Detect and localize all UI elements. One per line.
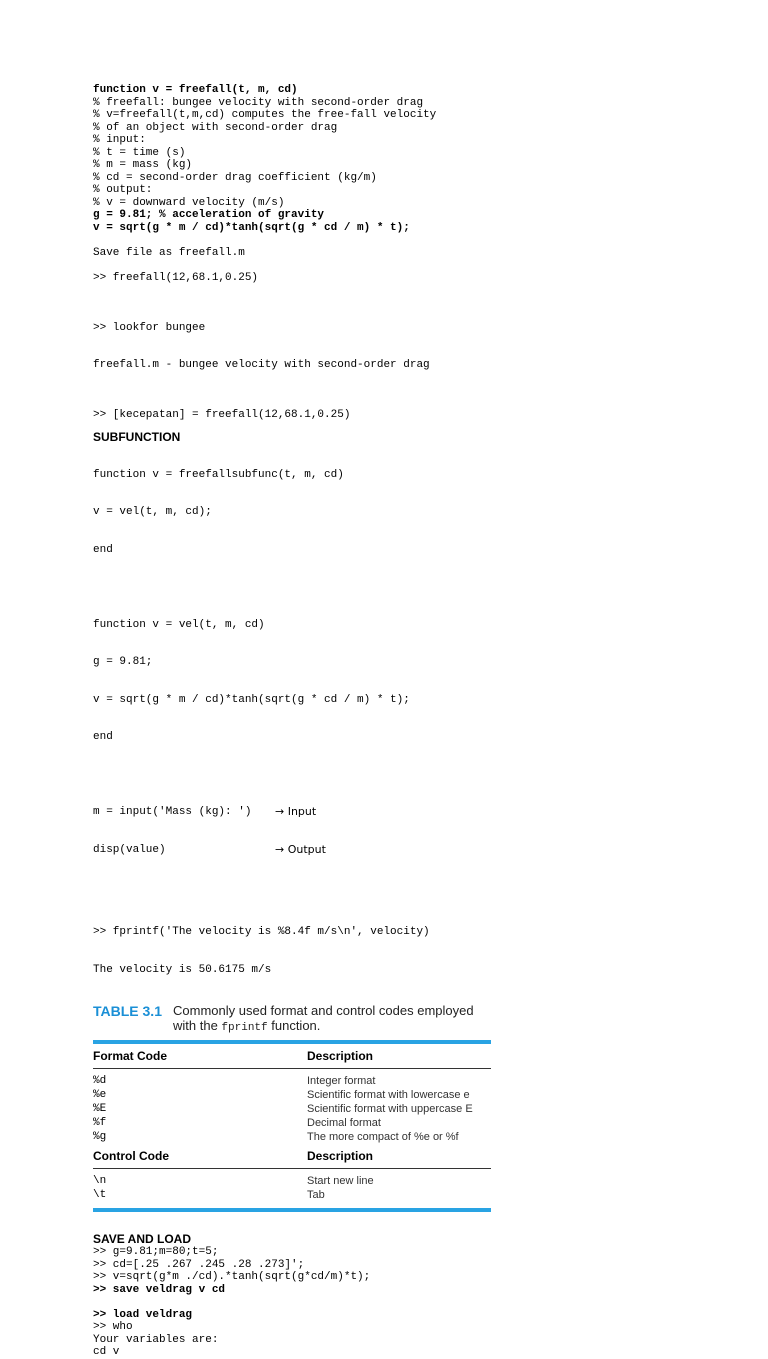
control-code-header: Control Code [93, 1149, 169, 1163]
code-line: function v = vel(t, m, cd) [93, 618, 265, 631]
save-code-block [93, 1246, 733, 1296]
save-load-heading: SAVE AND LOAD [93, 1232, 192, 1246]
control-rows [93, 1174, 491, 1202]
subfunction-block-vel [93, 594, 733, 769]
code-line: % m = mass (kg) [93, 159, 193, 171]
io-note: → Output [275, 842, 326, 856]
code-line: >> save veldrag v cd [93, 1283, 226, 1296]
code-cell: \t [93, 1189, 107, 1201]
code-line: v = sqrt(g * m / cd)*tanh(sqrt(g * cd / m) * t); [93, 693, 410, 706]
io-code: disp(value) [93, 843, 166, 856]
table-row [93, 1116, 491, 1130]
code-line: end [93, 731, 113, 743]
code-line: % freefall: bungee velocity with second-order drag [93, 96, 424, 109]
description-cell: Decimal format [307, 1117, 381, 1129]
code-line: function v = freefall(t, m, cd) [93, 84, 298, 96]
code-line: function v = freefallsubfunc(t, m, cd) [93, 468, 344, 481]
code-cell: \n [93, 1175, 107, 1187]
code-line: % input: [93, 134, 146, 146]
code-line: % output: [93, 184, 153, 196]
table-row [93, 1174, 491, 1188]
code-line: % v = downward velocity (m/s) [93, 196, 285, 209]
code-cell: %f [93, 1117, 107, 1129]
description-header: Description [307, 1049, 374, 1063]
io-row-input [93, 806, 733, 819]
code-line: g = 9.81; % acceleration of gravity [93, 209, 325, 221]
io-block [93, 781, 733, 881]
description-cell: Start new line [307, 1175, 374, 1187]
code-line: end [93, 543, 113, 556]
code-line: v = sqrt(g * m / cd)*tanh(sqrt(g * cd / m) * t); [93, 221, 410, 234]
fprintf-output: The velocity is 50.6175 m/s [93, 963, 272, 976]
format-code-header: Format Code [93, 1049, 168, 1063]
control-header-row [93, 1144, 491, 1168]
description-cell: The more compact of %e or %f [307, 1131, 459, 1143]
table-bottom-bar [93, 1208, 491, 1212]
code-cell: %g [93, 1131, 107, 1143]
lookfor-command: >> lookfor bungee [93, 321, 206, 334]
freefall-function-code [93, 84, 733, 234]
format-codes-table [93, 1003, 491, 1212]
format-rows [93, 1074, 491, 1144]
command-assign-call: >> [kecepatan] = freefall(12,68.1,0.25) [93, 409, 351, 421]
table-label: TABLE 3.1 [93, 1003, 162, 1019]
io-note: → Input [275, 805, 317, 818]
subfunction-heading: SUBFUNCTION [93, 429, 181, 444]
code-line: cd v [93, 1346, 120, 1358]
description-cell: Scientific format with uppercase E [307, 1103, 473, 1115]
table-row [93, 1088, 491, 1102]
table-row [93, 1074, 491, 1088]
code-cell: %d [93, 1075, 107, 1087]
fprintf-command: >> fprintf('The velocity is %8.4f m/s\n', velocity) [93, 926, 430, 938]
description-cell: Integer format [307, 1075, 376, 1087]
load-code-block [93, 1309, 733, 1359]
table-row [93, 1130, 491, 1144]
description-cell: Tab [307, 1189, 325, 1201]
io-code: m = input('Mass (kg): ') [93, 806, 252, 818]
code-line: >> g=9.81;m=80;t=5; [93, 1246, 219, 1258]
code-line: % v=freefall(t,m,cd) computes the free-fall velocity [93, 109, 437, 121]
code-cell: %e [93, 1089, 107, 1101]
io-row-output [93, 844, 733, 857]
code-line: >> who [93, 1321, 133, 1333]
table-title [93, 1003, 491, 1036]
fprintf-block [93, 901, 733, 1001]
code-line: % t = time (s) [93, 146, 186, 159]
code-line: % cd = second-order drag coefficient (kg/m) [93, 171, 377, 184]
code-line: Your variables are: [93, 1333, 219, 1346]
code-line: >> load veldrag [93, 1308, 193, 1321]
lookfor-block [93, 297, 733, 397]
save-note: Save file as freefall.m [93, 246, 245, 259]
description-cell: Scientific format with lowercase e [307, 1089, 470, 1101]
code-line: % of an object with second-order drag [93, 121, 338, 134]
table-row [93, 1188, 491, 1202]
code-line: >> cd=[.25 .267 .245 .28 .273]'; [93, 1258, 305, 1271]
code-line: v = vel(t, m, cd); [93, 506, 212, 518]
code-cell: %E [93, 1103, 107, 1115]
code-line: g = 9.81; [93, 656, 153, 668]
table-row [93, 1102, 491, 1116]
command-freefall-call: >> freefall(12,68.1,0.25) [93, 271, 259, 284]
code-line: >> v=sqrt(g*m ./cd).*tanh(sqrt(g*cd/m)*t); [93, 1271, 371, 1283]
table-caption: Commonly used format and control codes employed with the fprintf function. [173, 1003, 474, 1034]
format-header-row [93, 1044, 491, 1068]
document-page [93, 84, 733, 1359]
description-header: Description [307, 1149, 374, 1163]
lookfor-result: freefall.m - bungee velocity with second-order drag [93, 359, 430, 371]
subfunction-block-main [93, 444, 733, 582]
